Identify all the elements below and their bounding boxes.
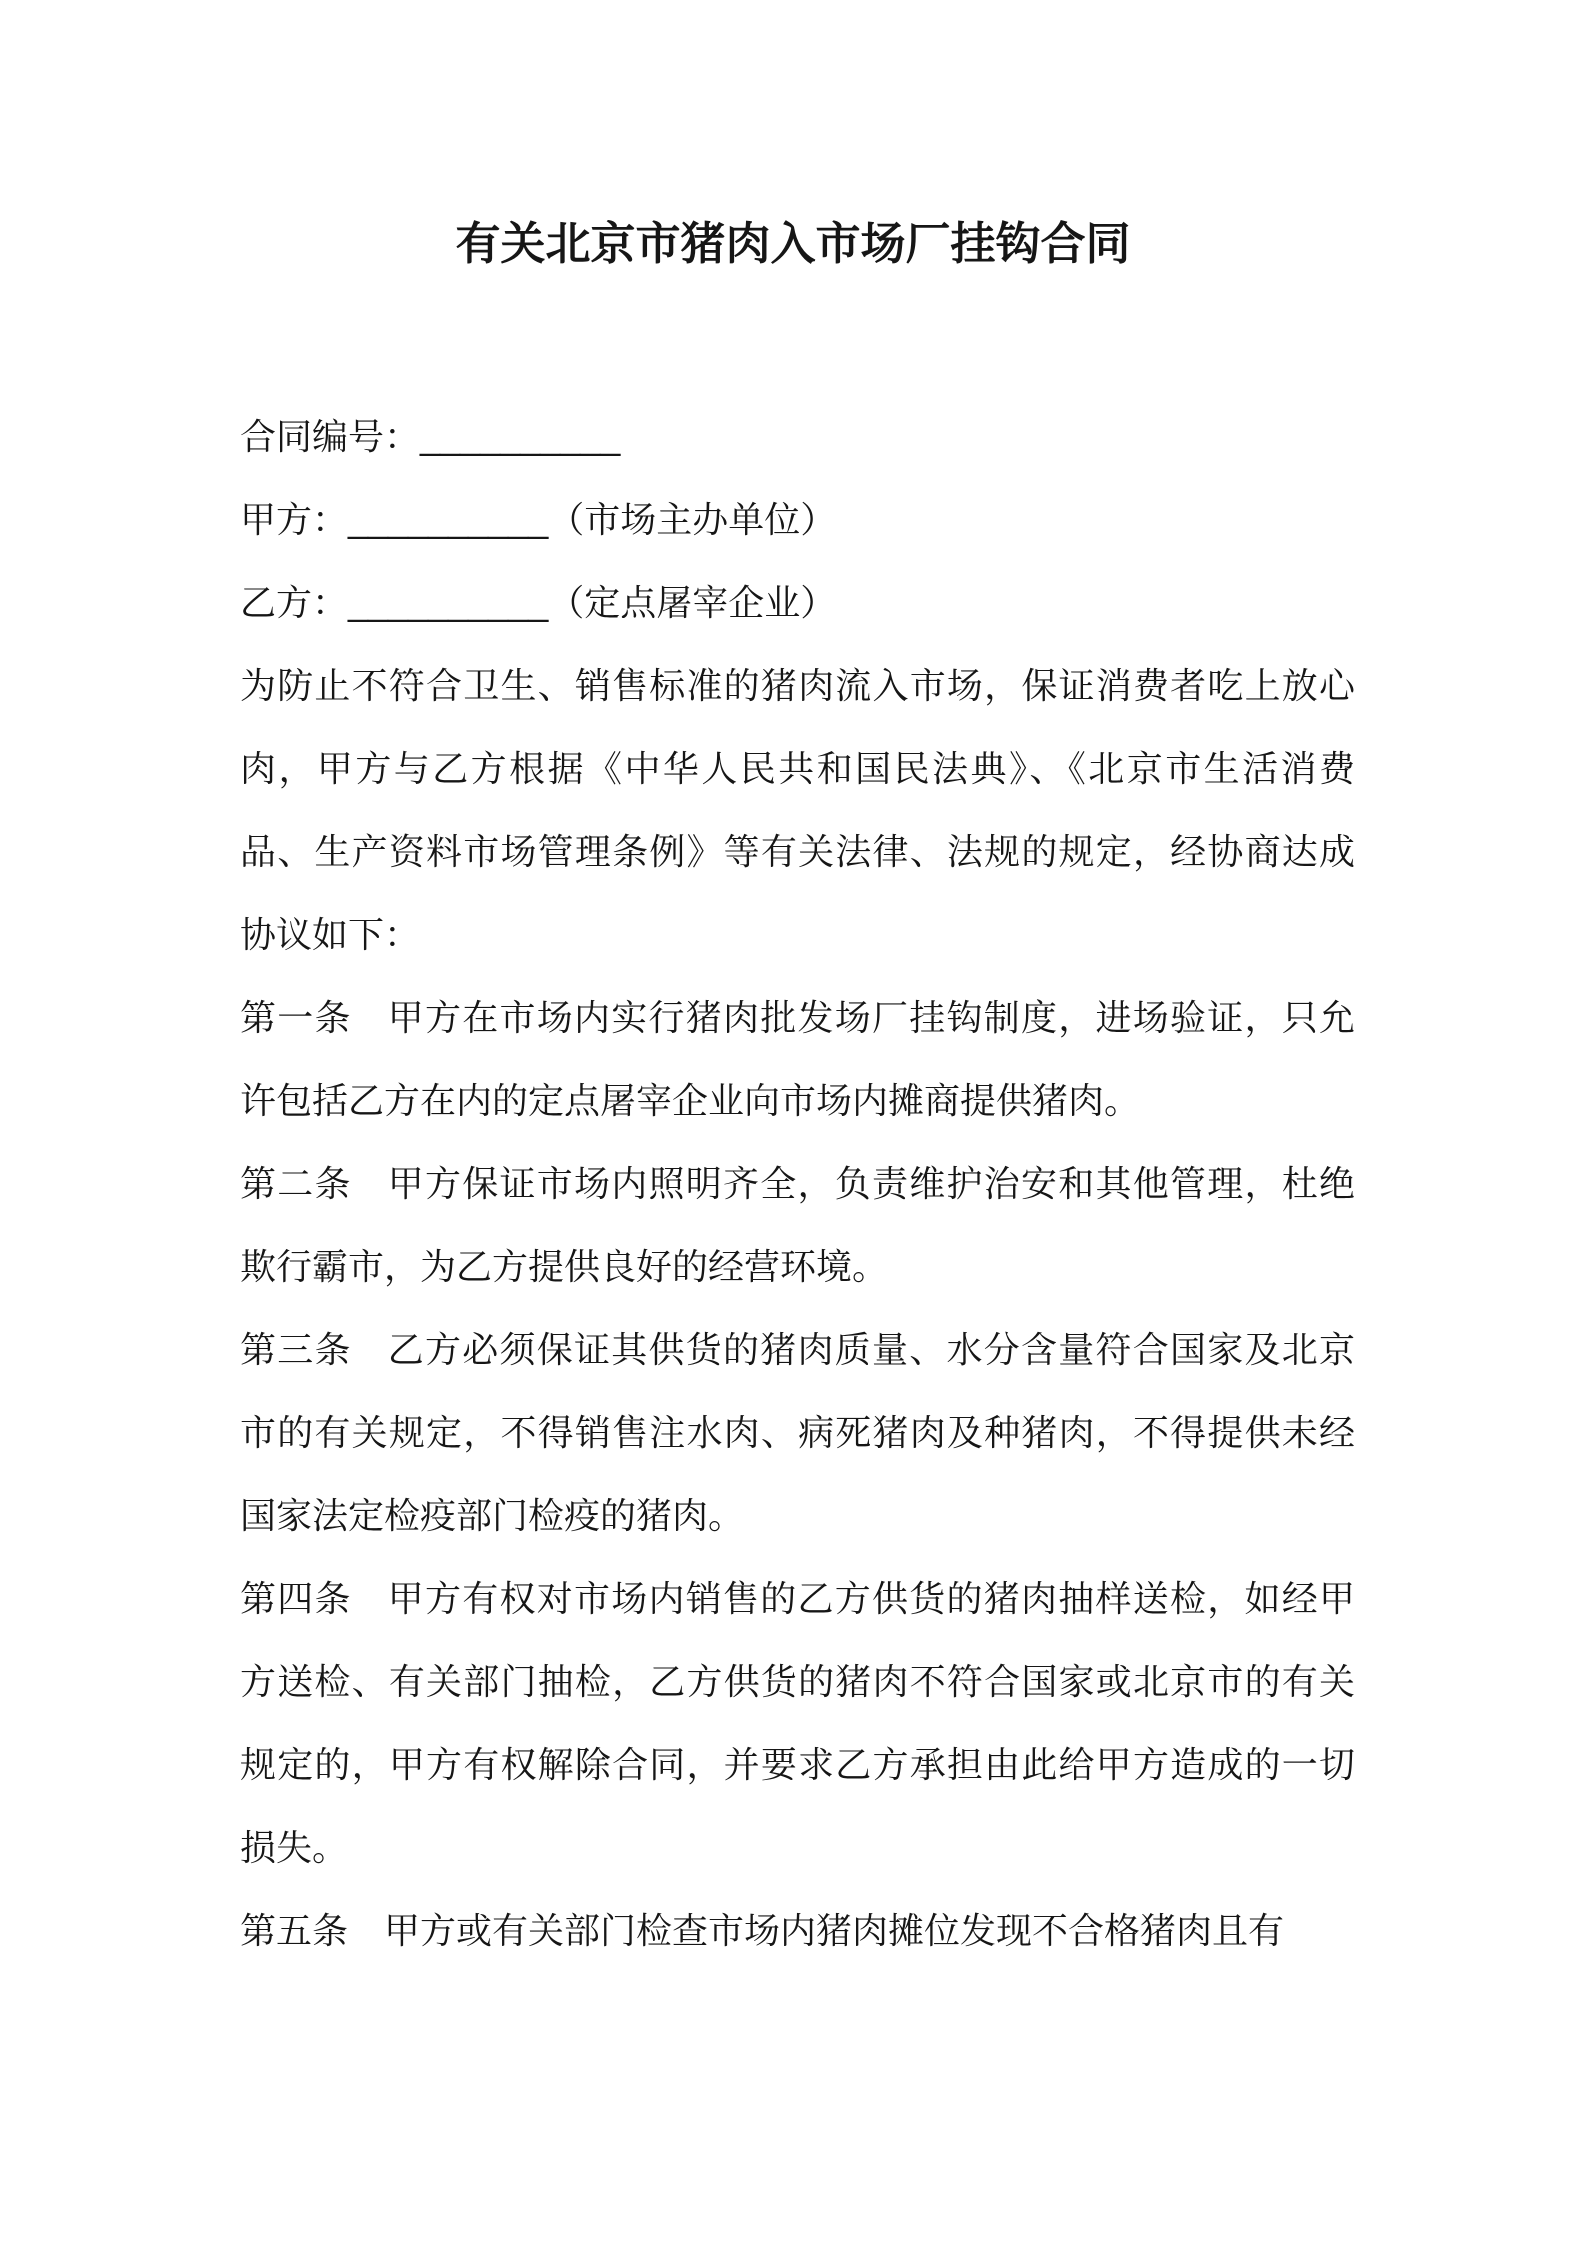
article-label: 第一条 [240,997,352,1038]
article-text: 甲方保证市场内照明齐全，负责维护治安和其他管理，杜绝欺行霸市，为乙方提供良好的经营环境。 [240,1163,1355,1287]
article-text: 甲方有权对市场内销售的乙方供货的猪肉抽样送检，如经甲方送检、有关部门抽检，乙方供货的猪肉不符合国家或北京市的有关规定的，甲方有权解除合同，并要求乙方承担由此给甲方造成的一切损失。 [240,1578,1355,1868]
article-text: 甲方在市场内实行猪肉批发场厂挂钩制度，进场验证，只允许包括乙方在内的定点屠宰企业向市场内摊商提供猪肉。 [240,997,1355,1121]
article-label: 第四条 [240,1578,352,1619]
document-body [240,395,1355,1972]
article-1 [240,976,1355,1142]
party-b-line: 乙方：__________（定点屠宰企业） [240,582,837,623]
article-label: 第三条 [240,1329,352,1370]
article-4 [240,1557,1355,1889]
contract-number-line: 合同编号：__________ [240,416,621,457]
article-label: 第二条 [240,1163,352,1204]
document-title: 有关北京市猪肉入市场厂挂钩合同 [455,218,1131,269]
article-5 [240,1889,1355,1972]
preamble-paragraph: 为防止不符合卫生、销售标准的猪肉流入市场，保证消费者吃上放心肉，甲方与乙方根据《中华人民共和国民法典》、《北京市生活消费品、生产资料市场管理条例》等有关法律、法规的规定，经协商达成协议如下： [240,665,1355,955]
article-3 [240,1308,1355,1557]
article-text: 乙方必须保证其供货的猪肉质量、水分含量符合国家及北京市的有关规定，不得销售注水肉、病死猪肉及种猪肉，不得提供未经国家法定检疫部门检疫的猪肉。 [240,1329,1355,1536]
party-a-line: 甲方：__________（市场主办单位） [240,499,837,540]
article-2 [240,1142,1355,1308]
article-text: 甲方或有关部门检查市场内猪肉摊位发现不合格猪肉且有 [384,1910,1285,1951]
article-label: 第五条 [240,1910,349,1951]
